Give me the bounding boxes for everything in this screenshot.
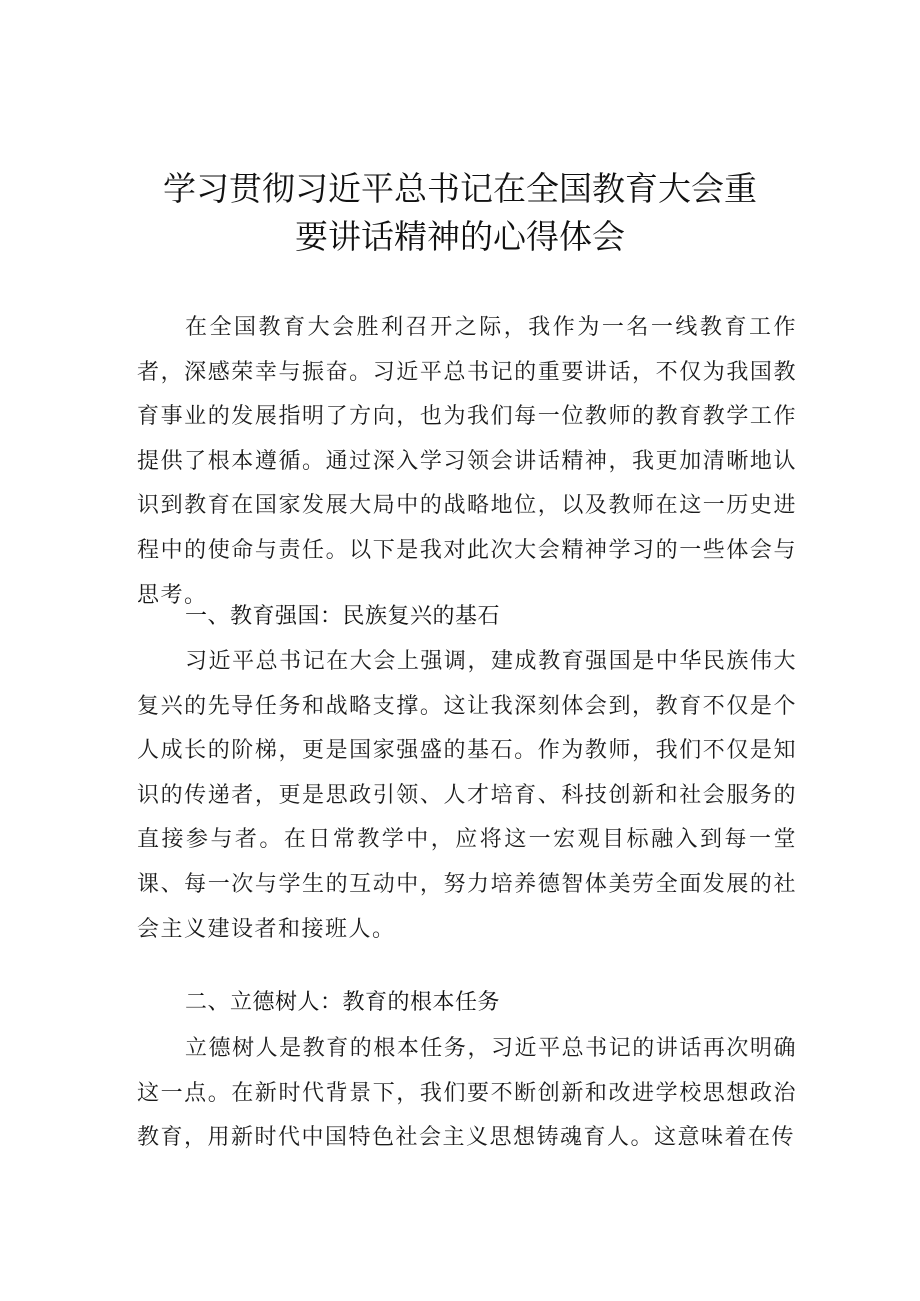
document-title-line-1: 学习贯彻习近平总书记在全国教育大会重 — [163, 169, 757, 208]
document-title-line-2: 要讲话精神的心得体会 — [295, 217, 625, 256]
section-2-paragraph: 立德树人是教育的根本任务，习近平总书记的讲话再次明确这一点。在新时代背景下，我们要不断创新和改进学校思想政治教育，用新时代中国特色社会主义思想铸魂育人。这意味着在传 — [137, 1036, 797, 1151]
section-1-paragraph: 习近平总书记在大会上强调，建成教育强国是中华民族伟大复兴的先导任务和战略支撑。这让我深刻体会到，教育不仅是个人成长的阶梯，更是国家强盛的基石。作为教师，我们不仅是知识的传递者，更是思政引领、人才培育、科技创新和社会服务的直接参与者。在日常教学中，应将这一宏观目标融入到每一堂课、每一次与学生的互动中，努力培养德智体美劳全面发展的社会主义建设者和接班人。 — [137, 649, 797, 942]
intro-paragraph: 在全国教育大会胜利召开之际，我作为一名一线教育工作者，深感荣幸与振奋。习近平总书记的重要讲话，不仅为我国教育事业的发展指明了方向，也为我们每一位教师的教育教学工作提供了根本遵循。通过深入学习领会讲话精神，我更加清晰地认识到教育在国家发展大局中的战略地位，以及教师在这一历史进程中的使命与责任。以下是我对此次大会精神学习的一些体会与思考。 — [137, 315, 797, 608]
section-1-heading: 一、教育强国：民族复兴的基石 — [185, 604, 501, 629]
section-2-heading: 二、立德树人：教育的根本任务 — [185, 990, 501, 1015]
